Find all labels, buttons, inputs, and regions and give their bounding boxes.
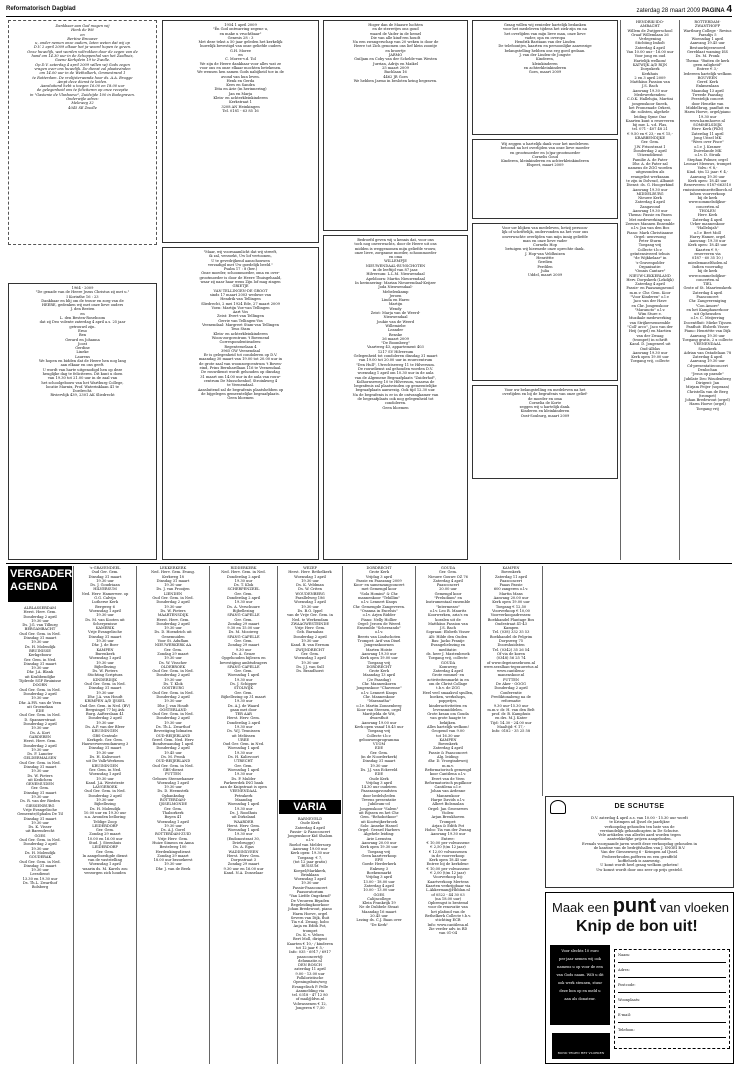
anniversary-ad-den-besten: 1964 - 2009 "De genade van de Heere Jezus Christus zij met u." I Korinthe 16 : 23 Dankbaar en blij om de trouw en zorg van de HEERE, gedenken wij met onze lieve ouders J. den Besten en L. den Besten-Roseboom dat zij Deo volente zaterdag 4 april a.s. 25 jaar getrouwd zijn. Erno Ben Gerard en Johanna Joost Gerdine Lineke Laurens We hopen en bidden dat de Heere hen nog lang aan elkaar en ons geeft. U wordt van harte uitgenodigd hen op deze heuglijke dag te feliciteren. Dit kunt u doen van 19.30 tot 21.00 uur in de zaal van het schoolgebouw van het Wartburg College, locatie Marnix, Prof. Waterinklaan 41 te Dordrecht. Riviervlijk 439, 2301 AK Sliedrecht xyxy=(8,283,157,560)
agenda-column-3: LEKKERKERK Ned. Herv. Gem. Evang. Kerkweg 18 Dinsdag 31 maart 19.30 uur Ds. J. van Prooijen LIENDEN Oud Ger. Gem. in Ned. Donderdag 2 april 19.30 uur Ds. W. Pieters MAARTENSDIJK Herst. Herv. Gem. Donderdag 2 april 19.30 uur Ds. D. Hoendrich uit Genemuiden Voor St. Aduflam NIEUWERKERK AA Ger. Gem. Zondag 29 maart 19.30 uur Ds. W. Visscher OLDEBROEK Oud Ger. Gem. in Ned. Donderdag 2 april 19.30 uur Ds. T. Klok OOSTBURG Oud Ger. Gem. in Ned. Donderdag 2 april 19.30 uur Dhr. J. van Houdt OOSTERLAND Oud Ger. Gem. in Ned. Donderdag 2 april 19.30 uur Ds. Th.L. Zwarthof Bevestiging lidmaten OUD-BEIJERLAND Geref. Gem. Ned. Herv. Bondswaandag 1 april Donderdag 2 april 19.45 uur Ds. M. Pronk OUD-BEIJERLAND Oud Ger. Gem. in Ned. GBS-dienst PUTTEN Gebouw Steenwhamer Woensdag 1 april 19.30 uur Ds. D. Heemstrik Ophanksdag ROTTERDAM- IJSSELMONDE Ger. Gem. Thaborkerk Boyen 41 Woensdag 1 april 19.30 uur Ds. A.J. Gorel ROTTERDAM-ZUID Vrije Herv. Gem. Huize Simeon en Anna Bestelweg 100 Herdenkingsdienst Zondag 29 maart 18.00 uur bezoekerst 19.30 uur Dhr. J. van de Beek xyxy=(151,566,195,871)
schutse-body: D.V. zaterdag 4 april a.s. van 10.00 - 15.30 uur wordt te Krimpen ad IJssel de jaarlijkse verkoopdag gehouden ten bate van de verstandelijk gehandicapten in De Schutse. Vele artikelen van allerlei aard worden tegen aantrekkelijke prijzen aangeboden. Evenals voorgaande jaren wordt deze verkoopdag gehouden in de kantine van de bedrijfshallen van J. SNOEI B.V. Van der Giessenweg 6 - Krimpen ad IJssel. Probeerbroden,pofferen en een geraffeld koffiehoek is aanwezig. U komt wordt heel graag welkom geheten! Uw komst wordt door ons zeer op prijs gesteld. xyxy=(581,816,698,872)
thanks-ad-van-der-linden: Graag willen wij eenieder hartelijk bedanken voor het medeleven tijdens het ziek-zijn en na het overlijden van mijn lieve man, onze lieve vader, opa en overopa Hendrik Bastiaan van der Linden De telefoontjes, kaarten en persoonlijke aanwezige belangstelling hebben ons erg goed gedaan. J. van der Linden-de Jongste Kinderen, kleinkinderen en achterkleinkinderen Goes, maart 2009 xyxy=(472,20,618,135)
bon-field-woonplaats[interactable]: Woonplaats: xyxy=(618,998,726,1008)
agenda-column-hendrik-ido-ambacht: HENDRIK-IDO- AMBACHT Willem de Zwijgerschool Graaf Willemlaan 26 Verlegening Stichting Imholt Zaterdag 4 april Van 10.00 uur - 16.00 uur Voor jong en oud Hartelijk welkom! KATWIJK A/D RIJN Dorpskerk Kerkhuis 2 en 3 april 2009 Matthäus Passion van J.S. Bach Aanvang 19.30 uur Medewerkenden: C.O.K. Hallelujia, Martini jongenskoor Sneek, het Promenade Orkest, dir. solisten, algehele leiding Syme Ouz Kaarten kunt u reserveren bij mw. L. v.d. Plas, tel. 071 - 407 48 21 € 9.50 en € 23,- en € 15,- KRABBENDIJKE Ger. Gem. J.W. Frisostraat 1 Donderdag 2 april Uitzenddienst Familie A. de Pater Dhr. A. de Pater zal namens de ZGG worden uitgezonden als evangelist werkzaam te zijn in Dolvrad, Albanië Dienst: ds. G. Hoogerkind Aanvang 19.30 uur MIDDELBURG Nieuwe Kerk Zaterdag 4 april Zangavond Aanvang 19.30 uur Thema: Passie en Pasen Met medewerking van: Zeeuws Mannen Ensemble o.l.v. Jan van den Bos Piano: Mark Christiaanse Orgel: uenvrsong Peter Sturm Toegang vrij Collecte t.b.v. geïntensiveerd tehuis "de Wijkkelaar" in 's-Gravenpolder Organisatie: "Omnis Cantare" NIEUW-LEKKERLAND Herv. Dorpskerk (Lekdijk) Zaterdag 4 april Passie- en Paaszangavond m.m.v. Chr. Gem. Koor "Voor Kinderen" o.l.v. Jaco van der Have en Chr. Jongenskoor "Maranoto" o.l.v. Wim Sture e. Muzikale medewerking van Strijkersensemble "Coll' arco", Jaco van der Heij (orgel) en Martien van der Zwaag (trompet) in schrift Kand. D. Jongeneel uit Oud-Alblas Aanvang 19.30 uur Kerk open 19.00 uur Toegang vrij, collecte xyxy=(625,20,675,364)
schutse-logo-icon xyxy=(550,800,566,814)
publication-name: Reformatorisch Dagblad xyxy=(6,6,76,12)
ad-de-schutse xyxy=(545,796,734,888)
punt-body: Voor slechts 10 euro per jaar nemen wij ook namens u op voor de een van Gods naam. Wilt u dit ook werk steunen, stuur deze bon op en meld u aan als donateur. xyxy=(550,945,610,1025)
agenda-column-2: 's-GRAVENDEEL Oud Ger. Gem. Dinsdag 31 maart 19.30 uur Ds. J. Goudriaan HILVERSUM Ned. Herv. Hamerwer. op G.G. Calvijn Lutherse Kerk Bergweg 6 Woensdag 1 april 19.30 uur Ds. M. van Kooten uit Scherpenisse KAMERIK Vrije Evangelische Dinsdag 31 maart 19.30 uur Dhr. J. de Boer KAMPEN Burenkerk Woensdag 1 april 19.30 uur Bijbellezing Ds. W. Pieters Stichting Scriptura KINDERDIJK Oud Ger. Gem. in Ned. Dinsdag 31 maart 19.30 uur Dhr. J.A. van Houdt KRIMPEN A/D IJSSEL Oud Ger. Gem. in Ned. (BV) Bergsingel 77 bij Avk Burg. Aafterslaan 41 Donderdag 2 april 19.30 uur Ds. A.P. van der Bleer KRUININGEN GBS-Centrale Kerkgeb. Ger. Gem. Hauwerwerzendamweg 3 Dinsdag 31 maart 19.30 uur Ds. H. Kalisvoort uit De Valk-Werkrom KRUININGEN Ger. Gem. in Ned. Woensdag 1 april 19.30 uur Kand. J.A. Weststrate LANGEROEK Oud Ger. Gem. in Ned. Donderdag 2 april 19.30 uur Bijbellezing Ds. H. Molendijk 10.00 uur en 19.30 uur n.a. Avonden belloring Teldige Zoop LEIDERDORP Ger. Gem. Zondag 29 maart 10.00 en 16.00 uur Stud. J. Steenhuis LEIDERDORP Ger. Gem. In aangeboedigde dienst van de vaststelling Woensdag 1 april waarin ds. M. Karels zou verzorgen zich houden xyxy=(79,566,131,876)
schutse-title: DE SCHUTSE xyxy=(614,803,665,810)
agenda-column-4: RIDDERKERK Ned. Herv. Gem. in Ned. Donderdag 2 april 19.30 uur Ds. T. Klok SCHERPENZEEL Ger. Gem. Donderdag 2 april 19.30 uur Ds. A. Verschuure Bijbellezing SPANG-CAPELLE Ger. Gem. Zondag 29 maart 9.30 en 15.00 uur Ds. M. Mooiweg SPANG-CAPELLE Ger. Gem. Zondag 29 maart 9.30 uur Ds. A. Geuze Opgehouden bijlezen en bevestiging ambtsdragers SPANG-CAPELLE Ger. Gem. Woensdag 1 april 19.30 uur Ds. J. Schipper STOLWIJK Ger. Gem. Bijbellezing op 31 maart 19.30 uur Ds. A.J. de Waard gaan met door TER AAR Herst. Herv. Gem. Donderdag 2 april 19.30 uur Ds. W.J. Teunissen uit Meliissen UREE Oud Ger. Gem. in Ned. Woensdag 1 april 19.30 uur Ds. H. Kalisvoort UTRECHT Ger. Gem. Woensdag 1 april 19.30 uur Ds. P. Mulder Parkeerdek ING bank aan de Knipstraat is open VEENENDAAL Petrakerk Maandag Woensdag 1 april 19.30 uur Ds. J. Roodhuis uit Dirksland WAARDER Herst. Herv. Gem. Woensdag 1 april 19.30 uur (Endonostraat 30, Driebrugge) Ds. A. Egas WADDINXVEEN Herst. Herv. Gem. Dorpsstraat 3 Zondag 29 maart 9.30 uur en 16.00 uur Kand. N.A. Donselaar xyxy=(219,566,268,876)
bon-field-telefoon[interactable]: Telefoon: xyxy=(618,1028,726,1038)
agenda-column-1: ALBLASSERDAM Herst. Herv. Gem. Donderdag 2 april 19.30 uur Ds. J.G. van Tilburg BERGAMBACHT Oud Ger. Gem. in Ned. Dinsdag 31 maart 19.30 uur Ds. H. Molendijk BRUINISSE Kerkgebouw Ger. Gem. in Ned. Dinsdag 31 maart 19.30 uur Dhr. J.A. Blank uit Krabbendijke Tijdrede SGP Bruinisse DOORN Oud Ger. Gem. in Ned. Donderdag 2 april 19.30 uur Dhr. A.P.R. van de Veen uit Groenekan EDE Oud Ger. Gem. in Ned. D. Spannerstraat Donderdag 2 april 19.30 uur Ds. A. Kort GARDEREN Herst. Herv. Gem. Donderdag 2 april 19.30 uur Ds. F. Lanoter GELDERMALSEN Oud Ger. Gem. in Ned. Dinsdag 31 maart 19.30 uur Ds. W. Pieters uit Kedichem GENEMUIDEN Ger. Gem. Dinsdag 31 maart 19.30 uur Ds. R. van der Rieden GIESSENBURG Vrije Evangelische Gemeente/Sphalm De Til Dinsdag 31 maart 19.30 uur Ds. K. Visser uit Barendrecht GOES Oud Ger. Gem. in Ned. Donderdag 2 april 19.30 uur Ds. H. Molendijk GOUDERAK Oud Ger. Gem. in Ned. Dinsdag 31 maart 19.30 uur Leesdienst 13.30 en 19.30 uur Ds. Th.L. Zwarthof Bolsberg xyxy=(17,606,63,890)
anniversary-ad-moree: 1954 1 april 2009 "Ën God ontwarring zegene u, en make u vruchtbaar" Genesis 28 : 3 Met deze tekst a 50 jaar geleden het kerkelijk huwelijk bevestigd van onze geliefde ouders G.H. Moree en C. Moree-v.d. Tol We zijn de Heere dankbaar voor alles wat ze voor ons en onze elkaar mochten betekenen. We wensen hen samen Gods nabijheid toe in de avond van hun leven. Henk en Gerda Kees en Sandra Dita en Arie (in herinnering) Jan en Marja Klein- en achterkleinkinderen Kerkstraat 1 3208 AN Heinkingen Tel. 0181 - 63 85 16 xyxy=(162,20,319,243)
punt-headline-2: Knip de bon uit! xyxy=(576,918,698,935)
varia-heading: VARIA xyxy=(279,800,341,814)
ad-punt-van-vloeken xyxy=(545,892,734,1064)
thanks-ad-goud: Wij zeggen u hartelijk dank voor het medeleven betoond na het overlijden van onze lieve moeder en grootmoeder en (o)pa-grootmoeder Cornelis Goud Kinderen, kleinkinderen en achterkleinkinderen Elspeet, maart 2009 xyxy=(472,139,618,219)
varia-column: BARNEVELD Oude Kerk Zaterdag 4 april Passie- & Paasconcert Jongenskoor Kid Shalom o.l.v. Roelof van Meldersorp Aanvang 19.00 uur Kerk open: 19.30 uur Toegang: € 7, (tot 12 jaar gratis) BUSSUM Koepel/Markkerk, Brinklaan Woensdag 1 april 19.30 uur Passie-Paasconcert Paasoratorium "Van Liefde Ongekend" De Vrouwen Biyaden Begeleidingkoorkoor Johan Bredewout, piano Harm Hoeve, orgel Severn van Dijk, fluit Tia v.d. Zwaag, hobo Anja en Edith Pot, trompet Ds. K. v. Velsen Bert Moll, dirigent Kaarten € 10,- / kinderen tot 12 jaar € 5,- Info: 035 - 6917 / 6917 paasconcert@ deluxnatie.nl DEN BOSCH zaterdag 11 april 9.00 - 13.00 uur Folkloristische Openingsbuis/weg Evangelisch P. Pelle Aanmelding via tel. 0318 - 47 12 80 of mail@ldvn.nl Volwassenen € 12, Jongeren € 7,50 xyxy=(287,817,333,1011)
obituary-ad-willempje: Bedroefd geven wij u kennis dat, voor ons toch nog onverwachts, door de Heere uit ons midden is weggenomen mijn geliefde vrouw, onze lieve, zorgzame moeder, schoonmoeder en oma WILLEMPJE NIEUWENDAAL-BUNSCHOTEN in de leeftijd van 87 jaar. Hilversum: L.L.M. Nieuwendaal Apeldoorn: Martin Nieuwendaal In herinnering: Marian Nieuwendaal-Keijzer Joda Nieuwendaal- Mebelenkamp Jeroen Linda en Harro Martijn Wendy Zeist: Marja van de Weerd- Nieuwendaal Joukie van de Weerd Willemiebe Leander Renske 26 maart 2009 "De Boomberg" Vaartweg 43, appartement 403 1217 SV Hilversum Gelegenheid tot condoleren dinsdag 31 maart van 19.00 tot 20.00 uur in rouwcentrum "Den Hull", Utrechtseweg 11 te Hilversum. De rouwdienst zal gehouden worden D.V. woensdag 1 april om 10.30 uur in de aula van de Algemene Begraafplaats "Zuiderhof", Kolhornseweg 10 te Hilversum, waarna de begrafenis zal plaatsvinden op gemeentelijke begraafplaats aanwezig. Ook tijd 12.30 uur. Na de begrafenis is er in de ontvangkamer van de begraafplaats ook nog gelegenheid tot condoleren. Geen bloemen xyxy=(323,235,468,560)
thanks-ad-hop: Voor uw blijken van medeleven, hetzij persoon- lijk of schriftelijk, ondervonden na het voor ons onverwachte overlijden van mijn innig geliefde man en onze lieve vader Cornelis Hop betuigen wij hiermede onze oprechte dank. J. Hop-van Veldhuizen Henriëtte Gerdien Perdilen Julia Uddel, maart 2009 xyxy=(472,223,618,381)
vergader-agenda-heading: VERGADER- AGENDA xyxy=(8,566,72,602)
agenda-column-dordrecht: DORDRECHT Grote Kerk Vrijdag 3 april Passie en Paaszang 2009 Koor- en samenzangconcert met Gemengd koor "Sola Homini" & Chr. mannenkoor "Tehillim" o.l.v. Lennert Knops Chr. Gemengde Zangeveren. "Osanna in Excelsis" o.l.v. Arjen Ridder Piano: Nelly Hollier Orgel: Jeroen de Weerd Ensemble "Scherzando" o.l.v. Beeris van Lindschoten Trompet: Arif van Dixel Jongenskoornen Marten Hoiste Aanvang 19.30 uur Kerk open 19.00 uur Toegang vrij DORDRECHT Grote Kerk Maandag 13 april (2e Paasdag) Chr. Mannenkoren Jongenskoor "Chavenne" o.l.v. Lennert Knops Chr. Mannenkoor "Maranatha" o.l.v. Martin Zonnenberg Koor van Steenen, orgel Maritjelda de Wit, dwarsfluit Aanvang 19.00 uur Kerk open vanaf 18.45 uur Toegang vrij Collecte t.b.v. gebouwenprogramma VUOM EDE Ger. Gem. (in de Noorderkerk) Dinsdag 31 maart 19.30 uur Ds. J.J. van Eckeveld EDE Oude Kerk Vrijdag 3 april 14.30 uur oudeiren Paaszangavondsten door bedels/leden Tevens presentatie Jubileum-cd Jongenskoor "Salem" uit Rijssen en het Chr. Gem. "Rehobotkoor" uit Kootwijkerbroek Solo: Anneke Hassel Orgel: Gerard Harbers Algehele leiding: Arie Leenstra Aanvang 20.00 uur Kerk open 19.30 uur Toegang vrij Geen kaartverkoop EPE Goede Herderkerk Enkweg 3 Boekenmarkt Vrijdag 3 april 13.00 - 18.00 uur Zaterdag 4 april 10.00 - 13.00 uur GOES Calijncollege Klein Frankrijk 19 Ne de Dubbele Straat Maandag 16 maart 20.45 uur Lezing ds. C.J. Baan over "De Kerk" xyxy=(352,566,406,927)
bon-field-naam[interactable]: Naam: xyxy=(618,953,726,963)
bon-field-postcode[interactable]: Postcode: xyxy=(618,983,726,993)
page-header xyxy=(6,4,732,16)
agenda-column-5: WEZEP Herst. Herv. Bethelkerk Woensdag 1 april 19.30 uur Ds. K. Veldman Ds. W. Criten WOUDENBERG Parallelweg 186 Woensdag 1 april 19.30 uur Ds. B.O. Ippel van de Vrije Ger. Gem. in Ned. te Werkendam ZWAAGWESTEINDE Vrije Herv. Gem. Geb. Barnabas Donderdag 2 april 19.30 uur Kand. B. van Eersum ZWIJNDRECHT Ger. Gem. Woensdag 1 april 19.30 uur Ds. J.J. van Sull Ds. Brandhorst xyxy=(287,566,333,674)
agenda-column-kampen: KAMPEN Bovenkerk Zaterdag 11 april Paasconcert Paaas Passie 600 zangeren o.l.v. Martin Mans Aanvang 20.00 uur Kerk open 19.00 uur Toegang € 12,50 Voorverkoop € 10,00 Voorverkoopadressen: Boekhandel Plantage Bos Oudestraat 41-43 Kampen Tel. (038) 332 35 53 Boekhandel de Pelgrim Dorpsweg 75 Doornhuidsten Tel. (0342) 35 26 54 Of via de koren (0348) 56 25 74 of www.degeinesebroen.nl www.seralhan-tegrauwetus.nl www.cantilena- manenskoor.nl PUTTEN De Aker - OOGG Donderdag 2 april Conferentie Prediktonabrug na de reformatie 9.30 uur-15.30 uur m.m.v. dr. H. van den Belt prof. dr. B. Kamphuis en drs. M.J. Kater Tijd: 14.30 - 24.00 uur Maaltijd: € 17,- Info: 0182 - 35 25 58 xyxy=(483,566,539,734)
punt-headline-1: Maak een punt van vloeken xyxy=(552,895,730,917)
bon-form[interactable] xyxy=(614,949,730,1049)
date-line: zaterdag 28 maart 2009 PAGINA 4 xyxy=(636,4,732,15)
bond-logo-text: BOND TEGEN HET VLOEKEN xyxy=(557,1051,605,1055)
obituary-ad-jarmo: Hoger dan de Maasre luchten en de sterretjes ons goud waard de Vader in de hemel Die van alle kind'ren houdt Na een zwangerschap van 20 weken is door de Heere tot Zich genomen ons lief klein zoontje en broertje JARMO Guiljam en Coby van der Schelde-van Westen Jurrian, Adrijs en Maikel 25 maart 2009 Bachlaan 16 4462 JR Goes We hebben Jarmo in besloten kring begraven. xyxy=(323,20,468,231)
agenda-column-rotterdam: ROTTERDAM- ZWANTHOFF Wartburg College - Revius Paradijs 5 Woensdag 1 april Aanvang 19.45 uur Bestuurbijeenvoerd Gereblaat waming ISS Ds. M. Pronk Thema: "Buiten de kerk geen zaligheid" Entree € 3,- Iedereen hartelijk welkom ROUVEEN Geref. Kerk Enkmenlaan Maandag 13 april Tweede Paasdag Feestelijk concert door Henrike van Middelbrug, panfluit en Harm Hoeve, orgel/piano 19.30 uur www.harmhoeve.nl SOMMELSDIJK Herv. Kerk (PKN) Zaterdag 11 april Jong Uitsel MK "Wees over Pisce" o.l.v. J. Kramer Duivelande MK o.l.v. D. Struik Stephan Folmer, orgel Leonart Meeuws, trompet Volw.: € 8,- Kind. t/m 12 jaar: € 4,- Aanvang 19.30 uur Kerk open: 18.45 uur Reserveren: 0187-663510 rmissioneninzettelborch.nl Infoen voorverkoop bij de kerk www.sommelsdijkse- concerten.nl THOLEN Herv. Kerk Zaterdag 4 april Urker mannenkoor "Hallelujah" o.l.v. Bert Moll Harry Hamer, orgel Aanvang: 19.30 uur Kerk open: 18.45 uur Kaarten € 9,- reserveren via 0187 - 60 35 10 / mieslemaneltholen.nl Indien voorradig bij de kerk www.sommelsdijkse- concerten.nl TIEL Grote of St. Maartenskerk Zaterdag 4 april Paasconcert Chr. Zangvereniging "Con Amore" en het Kamphauerkoor uit Opheusden o.l.v. C. Meijerring Docentfluit: Mieke Tijssen Panfluit: Elsbeth Visser Piano: Henriëtte van Dijk Aanvang 19.30 uur Toegang gratis, 2 x collecte VEENENDAAL Sionskerk Adrian van Ostadelaan 78 Zaterdag 4 april Aanvang 19.30 uur Cd-presentatieconcert Denlochan "Jesus op parade" Jubilate Deo Woudenberg Dirigent: Jan Mirjam Feijer (sopraan) Christella van de Berg (trompet) Johan Bredewout (orgel) Harm Hoeve (orgel) Toegang vrij xyxy=(682,20,733,411)
bon-field-email[interactable]: E-mail: xyxy=(618,1013,726,1023)
wedding-ad-henk-bertine: Dankbaar aan God mogen wij Henk de Wit en Bertine Brouwer u, onder nemen onze ouders, laten weten dat wij op D.V. 2 april 2009 elkaar het ja-woord hopen te geven. Onze huwelijk, wat worden voltrokken door de zegen van de hand om 14.30 uur in de Schoppenhal van het Zaalhuis, Goene Kerkplein 19 te Zwolle. Op D.V. zaterdag 4 april 2009 willen wij Gods zegen vragen over ons huwelijk. De dienst zal plaatsvinden om 14.00 uur in de Wethalkerk, Ommestrand 1 te Rotterdam. De vrolijsterwanda hoor ds. A.A. Brugge Ampt deze dienst te leiden. Aansluitend hebt u toegen 16.00 en 18.00 uur de gelegenheid ons te feliciteren op onze receptie in "Gastenie de Vlashoeve", Zuidzijde 100 in Bodegraven. Onderwijle adres: Meleweg 32 4045 SE Zwolle xyxy=(8,20,157,245)
obituary-ad-van-tellingen: "Maar, wij voornaamlicht dat wij streeft, ik zal, verzoekt, Uw lof vertoonen, U te gevedrijkend aanschouwen verzadigd met Uw goedelijk beeld." Psalm 17 : 8 (ber.) Onze moeder, schoonmoeder, oma en over- grootmoeder is door de Heere Thuisgehaald, waar zij naar haar wens Zijn lof mag zingen GRIETJE VAN TELLINGEN-DE GROOT sinds 17 maart 2003 weduwe van Hendrik van Tellingen Sliedrecht, 2 mei 1924 Ede, 27 maart 2009 Voen: Martijn Voe-van Tellingen Aart Vos Zeist: Evert van Tellingen Gerrie van Tellingen-Vos Veenendaal: Margreet Stam-van Tellingen Teus Stam Klein- en achterkleinkinderen Woon-zorgcentrum 't Bovenend Correspondentieadres: Regentesselaan 4 3965 GW Veenendaal Er is gelegenheid tot condoleren op D.V. maandag 30 maart van 19.00 tot 20.00 uur in de grote zaal van woonzorgcentrum 't Boven- eind, Prins Bernhardlaan 116 te Veenendaal. De rouwdienst wordt gehouden op dinsdag 31 maart om 14.00 uur in de aula van rouw- centrum De Musschenhof, Stroinkweg 4 te Veenendaal. Aansluitend zal de begrafenis plaatshebben op de bijgelegen gemeentelijke begraafplaats. Geen bloemen xyxy=(162,247,319,560)
bon-field-adres[interactable]: Adres: xyxy=(618,968,726,978)
agenda-column-gouda: GOUDA Ger. Gem. Nieuwe Gouwe OZ 76 Zaterdag 4 april Paasconcert 20.00 uur Gemengd koor "Preludium" en Instrumentaal ensemble "Intermezzo" o.l.v. Leo B. Mauritz Koorwerken, aria's en koralen uit de Matthäus Passion van J.S. Bach Sopraan: Elsbeth Visser Alt: Hilde den Ouden Bas: Jacko Pranije Evangelielezing en meditatie: ds. heer J. Mastenbroek Toegang vrij, collecte GOUDA Komwerg Zaterdag 4 april Grote rommel- en activiteitenmarkt in en om de Christ Collage t.b.v. de ZGG Heel veel smaakvol spullen, boeken, werkshops, poppetjes, kinderactiviteiten en levensmiddelen. Grote kraan om Gouda van grote haagte te bekijken. Alles hartelijk welkom! Geopend van 9.00 tot 16.30 uur KAMPEN Bovenkerk Zaterdag 4 april Passie & Paasconcert Alg. leiding: dhr. D. Vroegindeweij m.m.v. Reformatorisch gemengd koor Cantilena o.l.v. Evert van de Veen Reformatorisch pupilkoor Cantilena o.l.v. Johan van Ardenne Mannenkoor Harpe Davids o.l.v. Albert Bolsmulan Orgel: Jan Groenewes Violen: Arjan Breukhoven Trompet: Arjan & Edith Pot Hobo: Tia van der Zwaag Aanvang 19.30 uur Entree: € 10,00 per volwassene € 2,50 (t/m 12 jaar) € 12,00 volwassenen in de voorverkoop Kerk open 18.45 uur Entree bij de kerkdeur: € 10,00 per volwassene € 2,00 (t/m 12 jaar) Voorverkoop bij: Kaartverkoop Mertens Kaarten verkrijgbaar via L.Akkerman@Hbblan.nl of 0522 - 44 30 03 (na 18.00 uur) Opbrengst is bestemd voor de renovatie van het plafond van de Bethelkerk Collecte t.b.v. stichting ECB Info: www.cantilena.nl Zie verder adv. in RD van 01-04 xyxy=(422,566,474,936)
thanks-ad-de-korte: Voor uw belangstelling en medeleven na het overlijden en bij de begrafenis van onze gelief- de moeder en oma Cornelia de Korte zeggen wij u hartelijk dank. Kinderen en kleinkinderen Oost-Souburg, maart 2009 xyxy=(472,385,618,479)
